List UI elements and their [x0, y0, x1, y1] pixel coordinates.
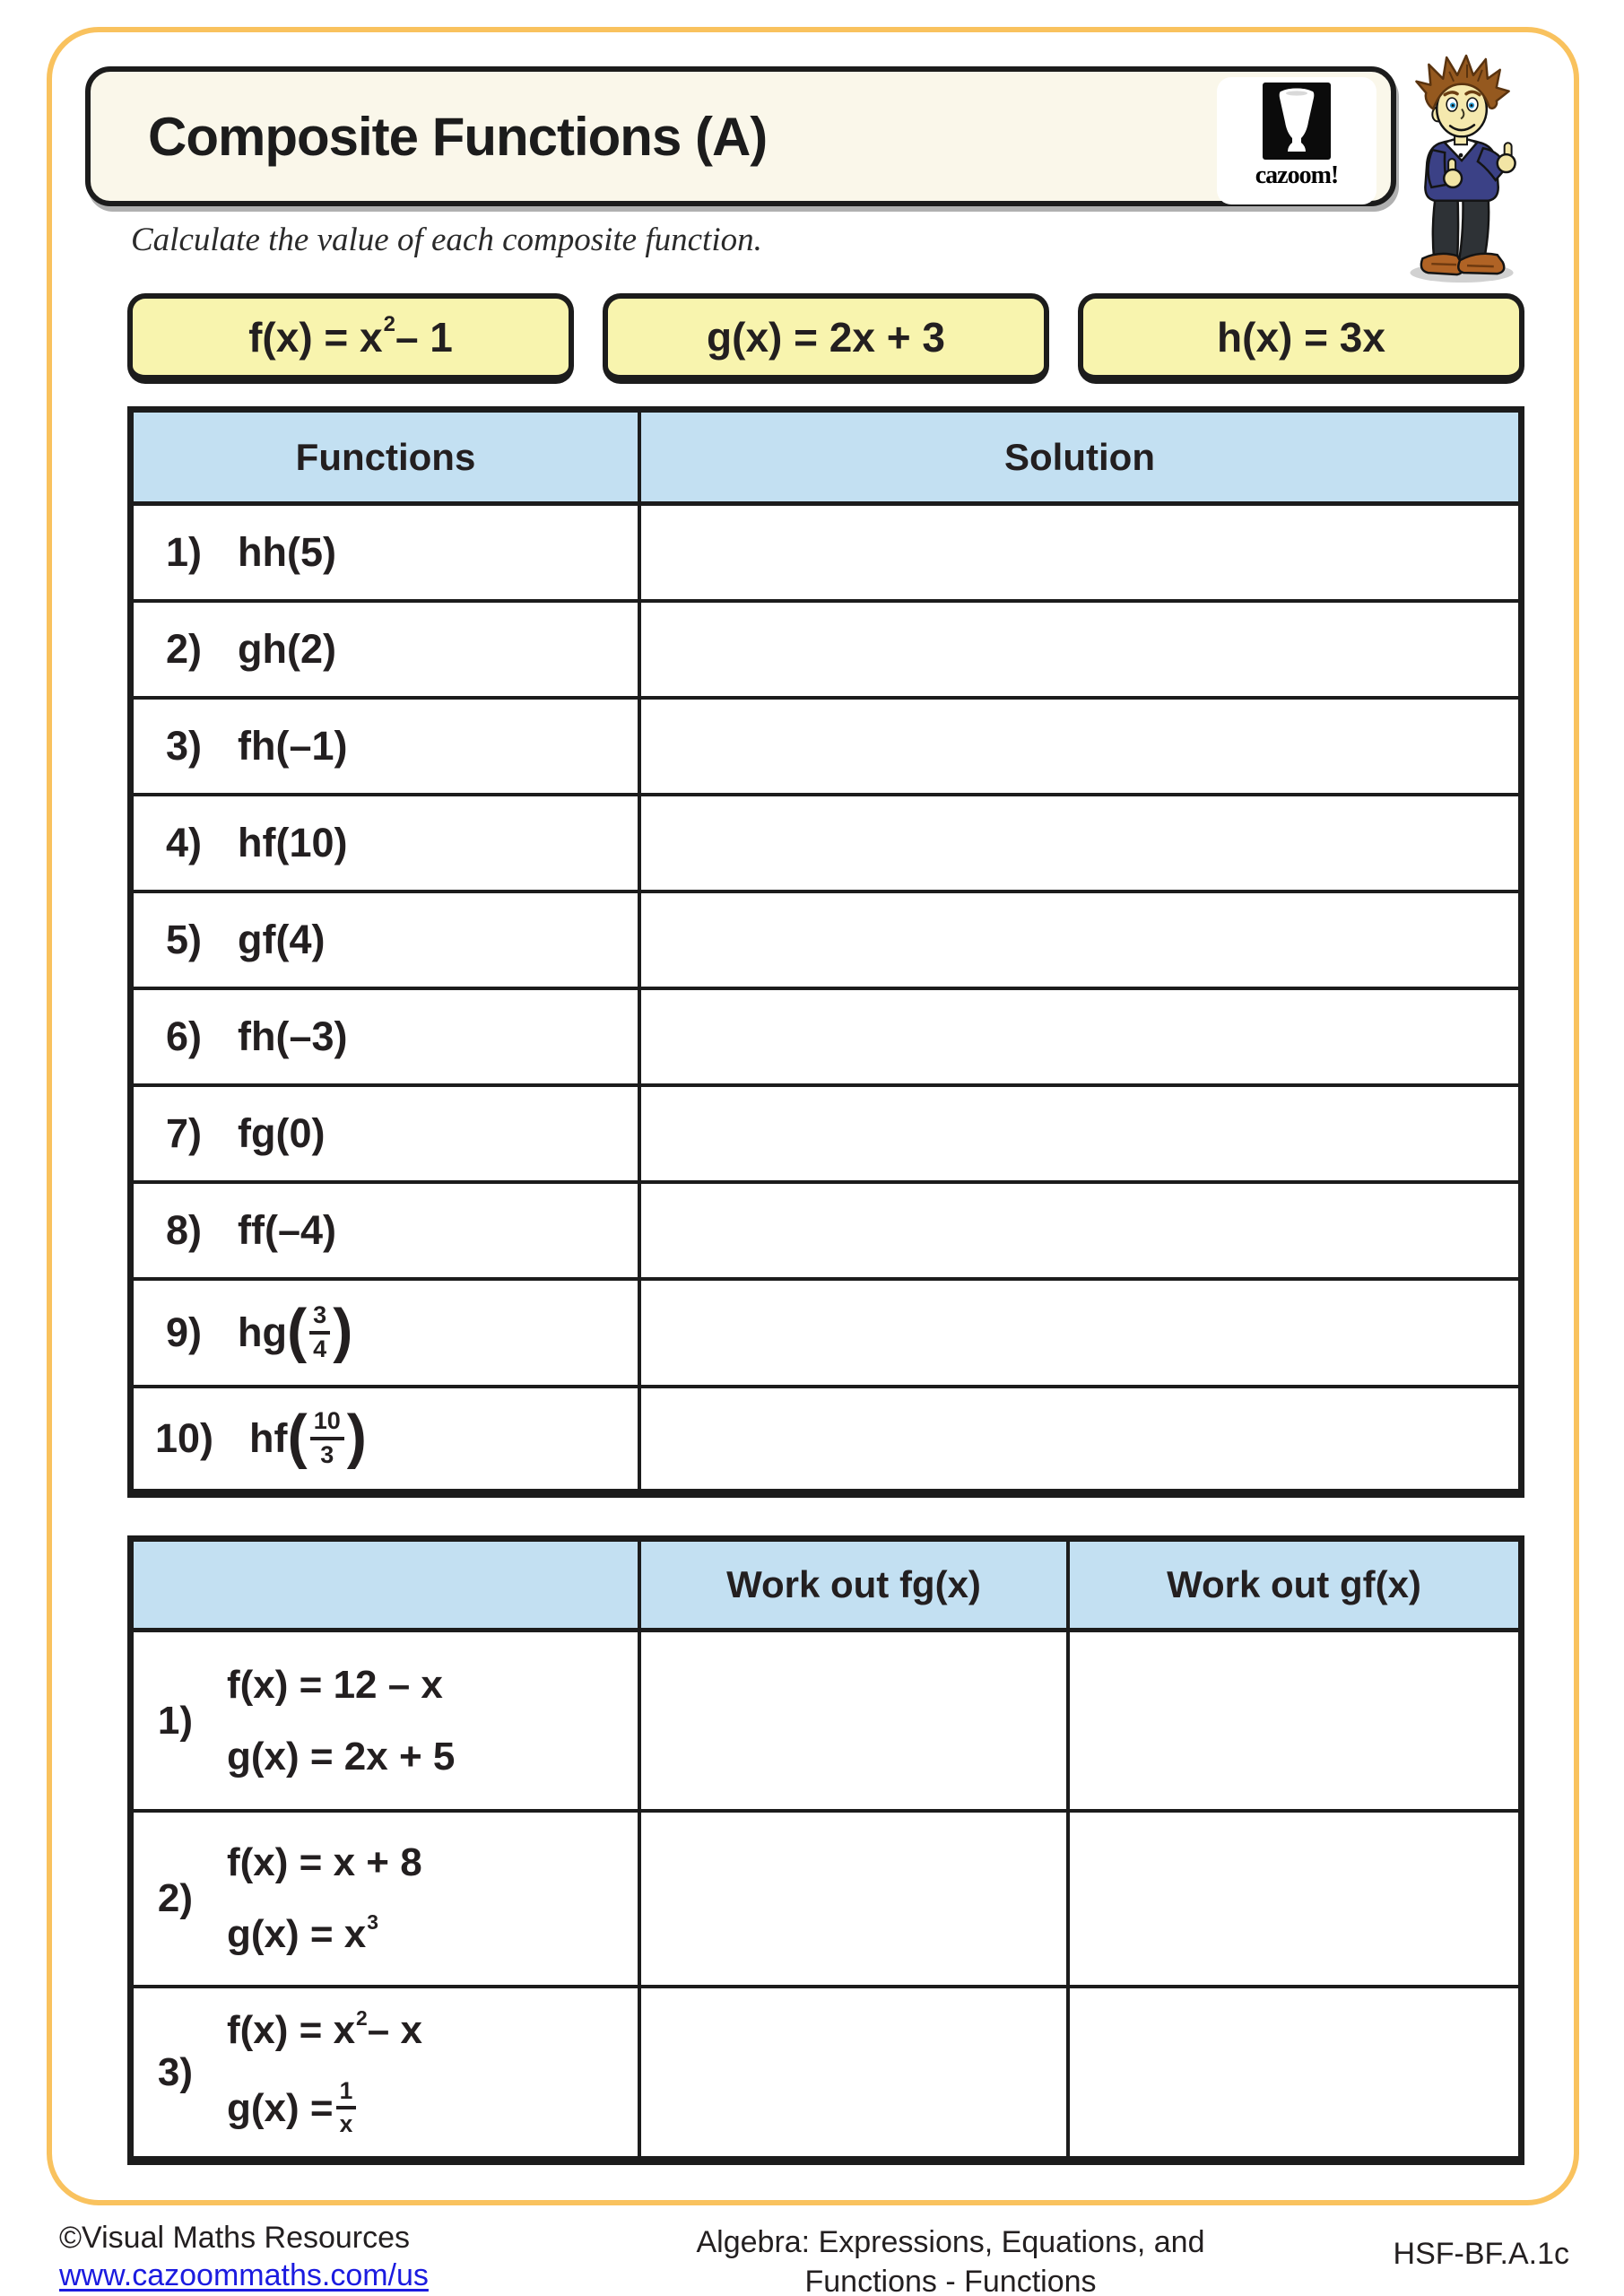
workout-table [127, 1535, 1524, 2165]
question-number: 3) [157, 2049, 193, 2094]
function-pair-lines [227, 1663, 455, 1779]
column-header-workout-gf: Work out gf(x) [1167, 1563, 1421, 1605]
hourglass-icon [1263, 83, 1331, 160]
table-row [134, 793, 1518, 890]
question-number: 1) [165, 529, 202, 575]
functions-cell [134, 796, 641, 890]
function-pair-lines [227, 2005, 422, 2137]
expression-text: fh(–1) [238, 723, 348, 769]
column-header-functions: Functions [134, 413, 641, 501]
fraction [309, 1300, 330, 1362]
solution-cell [641, 1281, 1518, 1385]
question-expression [249, 1403, 367, 1470]
solution-cell [641, 796, 1518, 890]
subject-line-1: Algebra: Expressions, Equations, and [696, 2225, 1205, 2259]
solution-cell [641, 1388, 1518, 1489]
function-definition-line [227, 1840, 422, 1885]
student-mascot-illustration [1401, 54, 1533, 285]
fraction-numerator: 10 [310, 1409, 344, 1440]
question-number: 3) [165, 723, 202, 769]
expression-text: h(x) = 3x [1217, 313, 1385, 361]
logo-wordmark: cazoom! [1255, 161, 1339, 189]
question-number: 6) [165, 1013, 202, 1059]
question-expression [238, 626, 336, 673]
expression-text: f(x) = x [248, 313, 383, 361]
fraction-denominator: 4 [313, 1335, 327, 1362]
copyright-text: ©Visual Maths Resources [59, 2221, 411, 2255]
table-row [134, 1277, 1518, 1385]
answer-cell-fg [641, 1813, 1070, 1985]
function-definition-line [227, 2005, 422, 2053]
expression-text: – x [367, 2007, 422, 2052]
question-expression [238, 917, 325, 963]
solution-cell [641, 1184, 1518, 1277]
fraction-numerator: 3 [309, 1303, 330, 1335]
close-paren: ) [346, 1403, 367, 1470]
expression-text: f(x) = x [227, 2007, 356, 2052]
solution-cell [641, 990, 1518, 1083]
function-definition-box [603, 293, 1049, 384]
function-pair-lines [227, 1840, 422, 1957]
question-number: 1) [157, 1698, 193, 1743]
function-definition-box [1078, 293, 1524, 384]
table-row [134, 987, 1518, 1083]
title-box [85, 66, 1396, 206]
answer-cell-fg [641, 1988, 1070, 2156]
table-row [134, 890, 1518, 987]
solution-cell [641, 506, 1518, 599]
table-row [134, 599, 1518, 696]
column-header-blank [134, 1542, 641, 1628]
functions-cell [134, 506, 641, 599]
open-paren: ( [286, 1297, 308, 1364]
fraction [336, 2076, 357, 2137]
question-number: 2) [157, 1876, 193, 1920]
expression-text: hg [238, 1309, 287, 1355]
question-number: 7) [165, 1110, 202, 1156]
solution-cell [641, 1087, 1518, 1180]
standard-code: HSF-BF.A.1c [1393, 2237, 1569, 2271]
expression-text: fg(0) [238, 1110, 326, 1156]
answer-cell-gf [1070, 1632, 1518, 1809]
footer-subject [619, 2222, 1282, 2296]
workout-table-body [134, 1632, 1518, 2156]
functions-cell [134, 1281, 641, 1385]
question-expression [238, 820, 348, 866]
function-definition-line [227, 1663, 455, 1708]
table-row [134, 1083, 1518, 1180]
answer-cell-fg [641, 1632, 1070, 1809]
solution-cell [641, 700, 1518, 793]
table-row [134, 696, 1518, 793]
functions-cell [134, 1087, 641, 1180]
expression-text: gh(2) [238, 626, 336, 672]
functions-cell [134, 1388, 641, 1489]
function-pair-cell [134, 1988, 641, 2156]
expression-text: – 1 [395, 313, 453, 361]
page-title: Composite Functions (A) [148, 106, 768, 167]
table-row [134, 1809, 1518, 1985]
table-row [134, 506, 1518, 599]
table-row [134, 1632, 1518, 1809]
expression-text: g(x) = [227, 2085, 334, 2130]
table-row [134, 1985, 1518, 2156]
function-definition-box [127, 293, 574, 384]
functions-cell [134, 603, 641, 696]
fraction-denominator: x [339, 2110, 353, 2137]
function-definition-line [227, 1735, 455, 1779]
function-definition [707, 313, 945, 361]
question-expression [238, 1297, 353, 1364]
expression-text: g(x) = x [227, 1912, 367, 1956]
expression-text: hh(5) [238, 529, 336, 575]
solution-cell [641, 603, 1518, 696]
footer-left [59, 2219, 429, 2294]
table-row [134, 1180, 1518, 1277]
cazoom-logo-panel [1217, 77, 1376, 204]
question-expression [238, 1013, 348, 1060]
question-number: 8) [165, 1207, 202, 1253]
close-paren: ) [333, 1297, 353, 1364]
subject-line-2: Functions - Functions [804, 2265, 1097, 2296]
functions-cell [134, 990, 641, 1083]
question-number: 2) [165, 626, 202, 672]
functions-table-header [134, 413, 1518, 506]
expression-text: fh(–3) [238, 1013, 348, 1059]
expression-text: g(x) = 2x + 5 [227, 1734, 456, 1779]
functions-cell [134, 1184, 641, 1277]
question-expression [238, 723, 348, 770]
fraction-denominator: 3 [320, 1440, 334, 1468]
solution-cell [641, 893, 1518, 987]
expression-text: gf(4) [238, 917, 326, 962]
website-link[interactable]: www.cazoommaths.com/us [59, 2258, 429, 2292]
functions-table-body [134, 506, 1518, 1489]
question-number: 4) [165, 820, 202, 865]
function-pair-cell [134, 1632, 641, 1809]
workout-table-header [134, 1542, 1518, 1632]
expression-text: hf [249, 1415, 288, 1461]
answer-cell-gf [1070, 1988, 1518, 2156]
fraction [310, 1406, 344, 1468]
function-definition-line [227, 2076, 422, 2137]
question-expression [238, 1207, 336, 1254]
function-pair-cell [134, 1813, 641, 1985]
expression-text: ff(–4) [238, 1207, 336, 1253]
functions-cell [134, 893, 641, 987]
expression-text: hf(10) [238, 820, 348, 865]
question-expression [238, 1110, 325, 1157]
expression-text: f(x) = x + 8 [227, 1840, 422, 1884]
question-number: 9) [165, 1309, 202, 1355]
column-header-workout-fg: Work out fg(x) [641, 1542, 1070, 1628]
column-header-solution: Solution [1004, 435, 1155, 478]
fraction-numerator: 1 [336, 2079, 357, 2109]
functions-cell [134, 700, 641, 793]
table-row [134, 1385, 1518, 1489]
function-definition [248, 313, 453, 361]
question-expression [238, 529, 336, 576]
function-definition [1217, 313, 1385, 361]
superscript: 3 [367, 1910, 379, 1935]
instruction-text: Calculate the value of each composite function. [131, 222, 762, 258]
question-number: 10) [155, 1415, 214, 1461]
superscript: 2 [383, 311, 395, 336]
function-definitions [127, 293, 1524, 384]
question-number: 5) [165, 917, 202, 962]
superscript: 2 [356, 2005, 368, 2030]
answer-cell-gf [1070, 1813, 1518, 1985]
function-definition-line [227, 1912, 422, 1957]
open-paren: ( [287, 1403, 308, 1470]
functions-table [127, 406, 1524, 1498]
expression-text: f(x) = 12 – x [227, 1662, 443, 1707]
expression-text: g(x) = 2x + 3 [707, 313, 945, 361]
